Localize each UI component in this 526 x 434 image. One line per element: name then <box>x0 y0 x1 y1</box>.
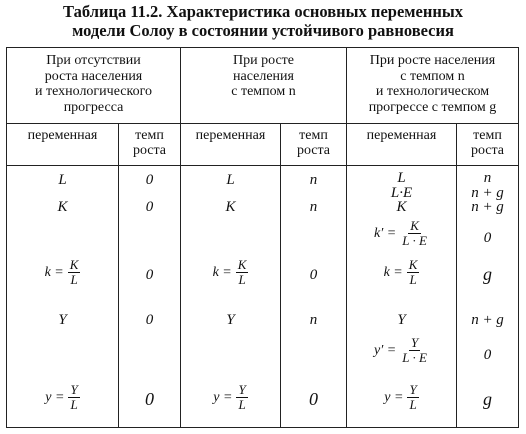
formula-k-prime <box>374 219 429 248</box>
fraction <box>400 219 429 248</box>
cell-var-LE-3: L·E <box>390 185 413 201</box>
formula-lhs: k′ = <box>374 225 397 241</box>
cell-formula-y-2 <box>181 383 280 412</box>
fraction-denominator: L <box>409 397 417 412</box>
formula-lhs: k = <box>44 264 64 280</box>
group-divider-1 <box>180 47 181 428</box>
fraction-numerator: Y <box>409 382 417 397</box>
fraction-denominator: L <box>70 272 78 287</box>
fraction-denominator: L <box>238 397 246 412</box>
subheader-separator <box>6 165 518 166</box>
cell-rate-LE-3: n + g <box>471 185 504 201</box>
formula-lhs: y′ = <box>374 342 397 358</box>
fraction-denominator: L · E <box>402 350 427 365</box>
fraction-numerator: Y <box>70 382 78 397</box>
subheader-rate-3 <box>457 128 518 158</box>
cell-rate-k-2: 0 <box>309 267 318 283</box>
header-line: При росте <box>233 53 294 68</box>
table-right-border <box>518 47 519 428</box>
cell-rate-L-3: n <box>483 170 492 186</box>
formula-lhs: k = <box>383 264 403 280</box>
cell-rate-K-3: n + g <box>471 199 504 215</box>
cell-formula-y-1 <box>7 383 118 412</box>
header-line: прогресса <box>63 99 124 115</box>
fraction-denominator: L <box>409 272 417 287</box>
subheader-rate-top: темп <box>135 128 164 143</box>
fraction-numerator: K <box>69 257 79 272</box>
cell-formula-k-1 <box>7 258 118 287</box>
fraction-numerator: K <box>408 257 418 272</box>
subheader-variable-3: переменная <box>366 128 437 143</box>
table-bottom-border <box>6 427 518 428</box>
cell-rate-k-1: 0 <box>145 267 154 283</box>
header-line: прогрессе с темпом g <box>368 99 497 115</box>
formula-y <box>45 383 79 412</box>
formula-lhs: y = <box>45 389 65 405</box>
cell-rate-Y-3: n + g <box>471 312 504 328</box>
subheader-rate-1 <box>119 128 180 158</box>
fraction-numerator: Y <box>238 382 246 397</box>
cell-formula-k-2 <box>181 258 280 287</box>
fraction-denominator: L <box>70 397 78 412</box>
cell-formula-k-prime <box>347 219 456 248</box>
subheader-rate-2 <box>281 128 346 158</box>
formula-lhs: k = <box>212 264 232 280</box>
cell-formula-y-3 <box>347 383 456 412</box>
cell-var-K-3: K <box>396 199 407 215</box>
subheader-variable-1: переменная <box>27 128 98 143</box>
header-line: с темпом n <box>231 84 296 99</box>
subheader-variable-2: переменная <box>195 128 266 143</box>
cell-var-L-1: L <box>58 172 67 188</box>
header-population-growth <box>181 53 346 100</box>
subheader-rate-top: темп <box>473 128 502 143</box>
formula-y <box>213 383 247 412</box>
cell-var-L-3: L <box>397 170 406 186</box>
cell-rate-y-prime: 0 <box>483 347 492 363</box>
header-line: При отсутствии <box>46 53 141 68</box>
cell-var-Y-2: Y <box>226 312 235 328</box>
formula-lhs: y = <box>384 389 404 405</box>
header-separator <box>6 123 518 124</box>
header-line: и технологическом <box>375 84 490 99</box>
header-line: При росте населения <box>369 53 496 68</box>
formula-k <box>213 258 249 287</box>
formula-k <box>384 258 420 287</box>
cell-rate-K-1: 0 <box>145 199 154 215</box>
header-line: и технологического <box>35 84 152 99</box>
header-line: с темпом n <box>400 68 465 84</box>
header-line: населения <box>233 68 294 84</box>
cell-rate-k-prime: 0 <box>483 230 492 246</box>
fraction <box>236 383 247 412</box>
cell-rate-y-1: 0 <box>145 389 154 409</box>
table-title-line-2: модели Солоу в состоянии устойчивого равновесия <box>72 21 454 40</box>
fraction <box>407 383 418 412</box>
cell-rate-L-1: 0 <box>145 172 154 188</box>
cell-rate-k-3: g <box>483 264 492 284</box>
cell-formula-k-3 <box>347 258 456 287</box>
fraction <box>68 383 79 412</box>
cell-rate-Y-2: n <box>309 312 318 328</box>
cell-rate-K-2: n <box>309 199 318 215</box>
fraction-numerator: K <box>410 218 419 233</box>
fraction <box>407 258 420 287</box>
fraction <box>400 336 429 365</box>
cell-var-K-2: K <box>225 199 236 215</box>
subheader-rate-bottom: роста <box>470 143 505 158</box>
subheader-rate-top: темп <box>299 128 328 143</box>
cell-var-L-2: L <box>226 172 235 188</box>
cell-rate-L-2: n <box>309 172 318 188</box>
formula-y-prime <box>374 336 429 365</box>
fraction-denominator: L <box>238 272 246 287</box>
fraction <box>68 258 81 287</box>
header-population-and-tech-growth <box>347 53 518 115</box>
table-title-line-1: Таблица 11.2. Характеристика основных переменных <box>63 2 463 21</box>
cell-var-Y-1: Y <box>58 312 67 328</box>
table-top-border <box>6 47 518 48</box>
subheader-rate-bottom: роста <box>296 143 331 158</box>
cell-var-K-1: K <box>57 199 68 215</box>
fraction-numerator: K <box>237 257 247 272</box>
cell-rate-y-3: g <box>483 389 492 409</box>
cell-formula-y-prime <box>347 336 456 365</box>
formula-lhs: y = <box>213 389 233 405</box>
fraction-denominator: L · E <box>402 233 427 248</box>
header-line: роста населения <box>44 68 143 84</box>
fraction-numerator: Y <box>410 335 419 350</box>
subheader-rate-bottom: роста <box>132 143 167 158</box>
header-no-growth <box>7 53 180 115</box>
fraction <box>236 258 249 287</box>
formula-y <box>384 383 418 412</box>
cell-rate-Y-1: 0 <box>145 312 154 328</box>
cell-rate-y-2: 0 <box>309 389 318 409</box>
formula-k <box>45 258 81 287</box>
cell-var-Y-3: Y <box>397 312 406 328</box>
